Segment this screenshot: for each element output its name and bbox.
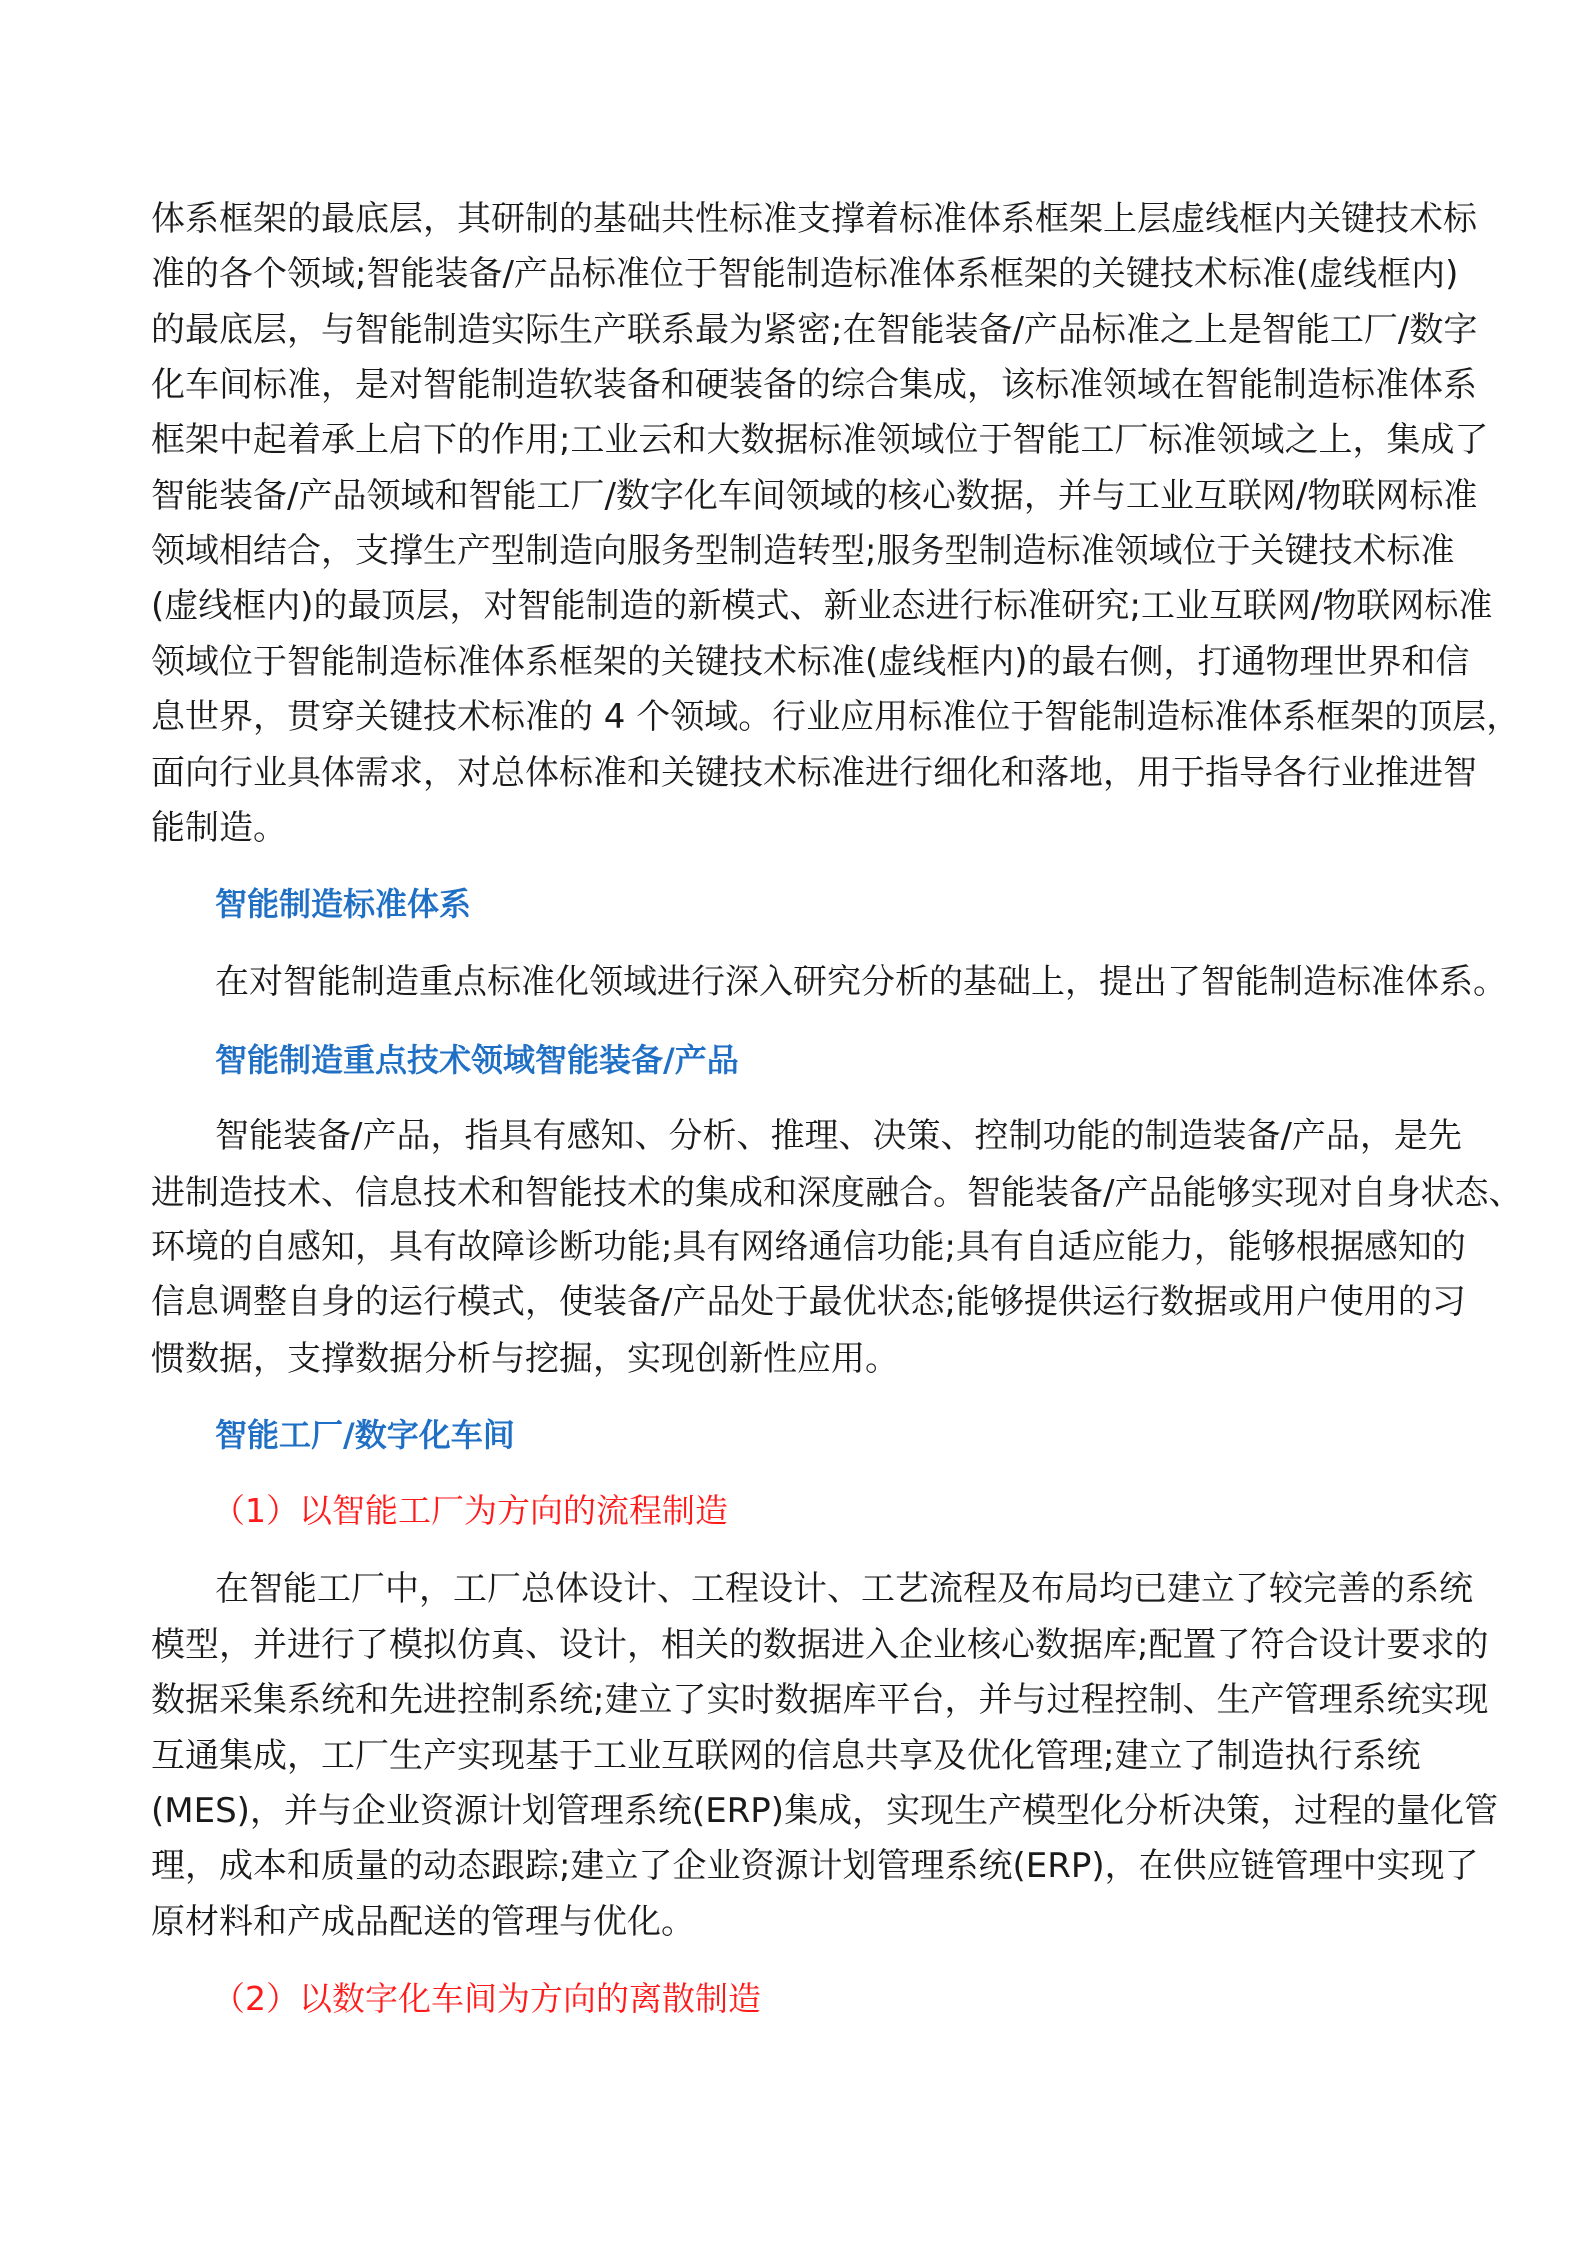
- paragraph-line: 框架中起着承上启下的作用;工业云和大数据标准领域位于智能工厂标准领域之上，集成了: [151, 420, 1489, 460]
- paragraph-line: 息世界，贯穿关键技术标准的 4 个领域。行业应用标准位于智能制造标准体系框架的顶层，: [151, 697, 1521, 737]
- paragraph-line: 模型，并进行了模拟仿真、设计，相关的数据进入企业核心数据库;配置了符合设计要求的: [151, 1625, 1489, 1665]
- paragraph-line: 在智能工厂中，工厂总体设计、工程设计、工艺流程及布局均已建立了较完善的系统: [215, 1569, 1473, 1609]
- paragraph-line: (MES)，并与企业资源计划管理系统(ERP)集成，实现生产模型化分析决策，过程的量化管: [151, 1791, 1499, 1831]
- paragraph-line: 体系框架的最底层，其研制的基础共性标准支撑着标准体系框架上层虚线框内关键技术标: [151, 199, 1477, 239]
- paragraph-line: 智能装备/产品领域和智能工厂/数字化车间领域的核心数据，并与工业互联网/物联网标准: [151, 476, 1478, 516]
- paragraph-line: 信息调整自身的运行模式，使装备/产品处于最优状态;能够提供运行数据或用户使用的习: [151, 1282, 1466, 1322]
- paragraph-line: 惯数据，支撑数据分析与挖掘，实现创新性应用。: [151, 1339, 899, 1379]
- paragraph-line: 原材料和产成品配送的管理与优化。: [151, 1902, 695, 1942]
- paragraph-line: 环境的自感知，具有故障诊断功能;具有网络通信功能;具有自适应能力，能够根据感知的: [151, 1227, 1466, 1267]
- paragraph-line: 进制造技术、信息技术和智能技术的集成和深度融合。智能装备/产品能够实现对自身状态、: [151, 1173, 1523, 1213]
- paragraph-line: 领域相结合，支撑生产型制造向服务型制造转型;服务型制造标准领域位于关键技术标准: [151, 531, 1455, 571]
- section-heading: 智能工厂/数字化车间: [215, 1416, 515, 1454]
- paragraph-line: 理，成本和质量的动态跟踪;建立了企业资源计划管理系统(ERP)，在供应链管理中实现了: [151, 1846, 1479, 1886]
- section-heading: 智能制造重点技术领域智能装备/产品: [215, 1041, 739, 1079]
- subsection-heading: （1）以智能工厂为方向的流程制造: [212, 1491, 728, 1530]
- paragraph-line: 的最底层，与智能制造实际生产联系最为紧密;在智能装备/产品标准之上是智能工厂/数字: [151, 310, 1478, 350]
- paragraph-line: 智能装备/产品，指具有感知、分析、推理、决策、控制功能的制造装备/产品，是先: [215, 1116, 1462, 1156]
- paragraph-line: 准的各个领域;智能装备/产品标准位于智能制造标准体系框架的关键技术标准(虚线框内): [151, 254, 1459, 294]
- paragraph-line: 在对智能制造重点标准化领域进行深入研究分析的基础上，提出了智能制造标准体系。: [215, 962, 1507, 1002]
- paragraph-line: 面向行业具体需求，对总体标准和关键技术标准进行细化和落地，用于指导各行业推进智: [151, 753, 1477, 793]
- section-heading: 智能制造标准体系: [215, 885, 472, 923]
- subsection-heading: （2）以数字化车间为方向的离散制造: [212, 1979, 761, 2018]
- paragraph-line: 化车间标准，是对智能制造软装备和硬装备的综合集成，该标准领域在智能制造标准体系: [151, 365, 1477, 405]
- paragraph-line: 能制造。: [151, 808, 287, 848]
- paragraph-line: (虚线框内)的最顶层，对智能制造的新模式、新业态进行标准研究;工业互联网/物联网标准: [151, 586, 1493, 626]
- paragraph-line: 数据采集系统和先进控制系统;建立了实时数据库平台，并与过程控制、生产管理系统实现: [151, 1680, 1489, 1720]
- paragraph-line: 领域位于智能制造标准体系框架的关键技术标准(虚线框内)的最右侧，打通物理世界和信: [151, 642, 1470, 682]
- paragraph-line: 互通集成，工厂生产实现基于工业互联网的信息共享及优化管理;建立了制造执行系统: [151, 1736, 1421, 1776]
